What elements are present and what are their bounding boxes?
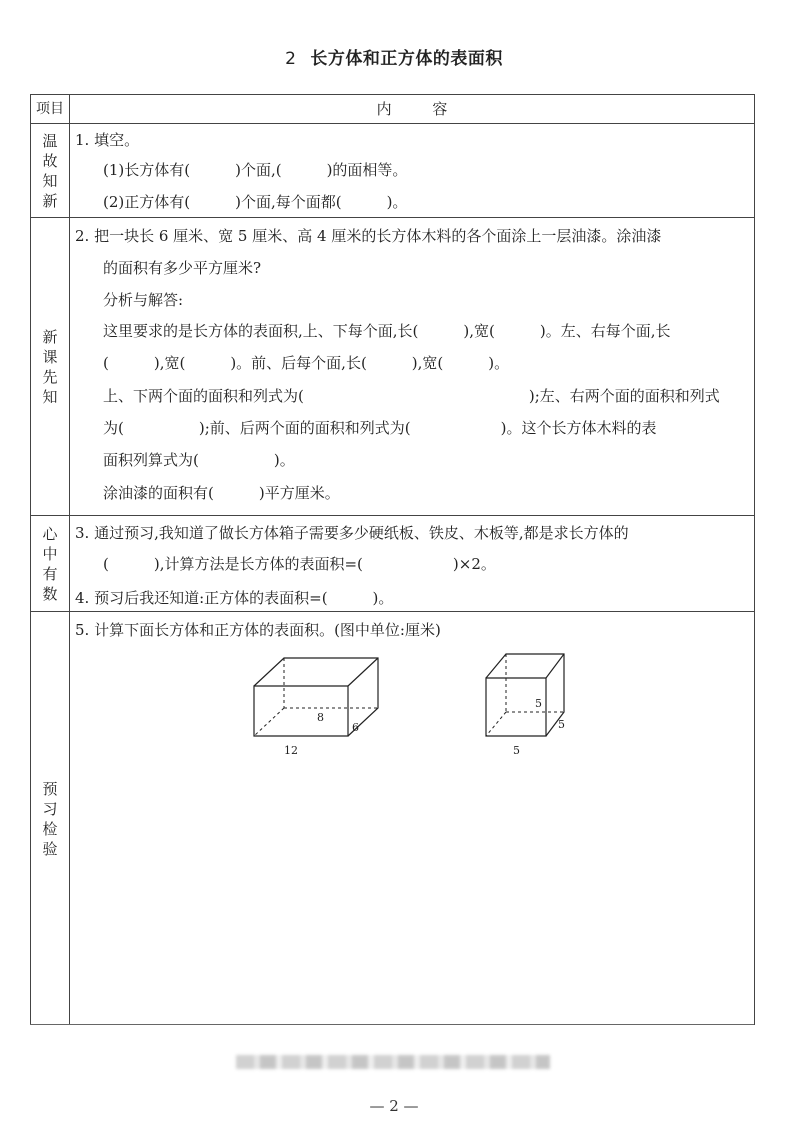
cube-figure [476, 650, 576, 760]
blurred-watermark [236, 1055, 550, 1069]
cube-height-label: 5 [535, 697, 542, 710]
cuboid-height-label: 8 [317, 711, 324, 724]
analysis-line: 这里要求的是长方体的表面积,上、下每个面,长( ),宽( )。左、右每个面,长 [103, 322, 671, 340]
row-divider [31, 515, 754, 516]
cube-back-edges [486, 654, 564, 736]
row-divider [31, 217, 754, 218]
page-number: — 2 — [369, 1097, 419, 1115]
table-bottom-border [30, 1024, 754, 1025]
cuboid-edge [348, 658, 378, 686]
question-3: 3. 通过预习,我知道了做长方体箱子需要多少硬纸板、铁皮、木板等,都是求长方体的 [75, 524, 629, 542]
cube-front-label: 5 [513, 744, 520, 757]
section-number: 2 [285, 49, 297, 69]
section-title: 长方体和正方体的表面积 [310, 49, 503, 69]
analysis-label: 分析与解答: [103, 291, 184, 309]
category-preview-check: 预习检验 [42, 779, 58, 858]
question-3-cont: ( ),计算方法是长方体的表面积=( )×2。 [103, 555, 496, 573]
page-title [0, 44, 788, 69]
column-divider [69, 95, 70, 1025]
cuboid-figure [240, 650, 380, 760]
category-new-lesson: 新课先知 [42, 327, 58, 406]
question-5: 5. 计算下面长方体和正方体的表面积。(图中单位:厘米) [75, 621, 441, 639]
question-1-part-2: (2)正方体有( )个面,每个面都( )。 [103, 193, 408, 211]
cube-edge [546, 654, 564, 678]
category-understanding: 心中有数 [42, 524, 58, 603]
cuboid-front-face [254, 686, 348, 736]
row-divider [31, 611, 754, 612]
cube-hidden-edge [486, 712, 506, 736]
question-4: 4. 预习后我还知道:正方体的表面积=( )。 [75, 589, 394, 607]
analysis-line: ( ),宽( )。前、后每个面,长( ),宽( )。 [103, 354, 510, 372]
row-divider [31, 123, 754, 124]
analysis-line: 为( );前、后两个面的面积和列式为( )。这个长方体木料的表 [103, 419, 657, 437]
cuboid-back-edges [254, 658, 378, 736]
question-1: 1. 填空。 [75, 131, 140, 149]
header-content: 内 容 [376, 100, 448, 118]
analysis-line: 面积列算式为( )。 [103, 451, 295, 469]
question-1-part-1: (1)长方体有( )个面,( )的面相等。 [103, 161, 408, 179]
analysis-answer: 涂油漆的面积有( )平方厘米。 [103, 484, 340, 502]
header-item: 项目 [36, 101, 64, 117]
cuboid-width-label: 6 [352, 721, 359, 734]
question-2-cont: 的面积有多少平方厘米? [103, 259, 262, 277]
cube-side-label: 5 [558, 718, 565, 731]
cuboid-hidden-edge [254, 708, 284, 736]
category-review: 温故知新 [42, 131, 58, 210]
question-2: 2. 把一块长 6 厘米、宽 5 厘米、高 4 厘米的长方体木料的各个面涂上一层油漆。涂油漆 [75, 227, 662, 245]
cuboid-length-label: 12 [284, 744, 298, 757]
analysis-line: 上、下两个面的面积和列式为( );左、右两个面的面积和列式 [103, 387, 720, 405]
